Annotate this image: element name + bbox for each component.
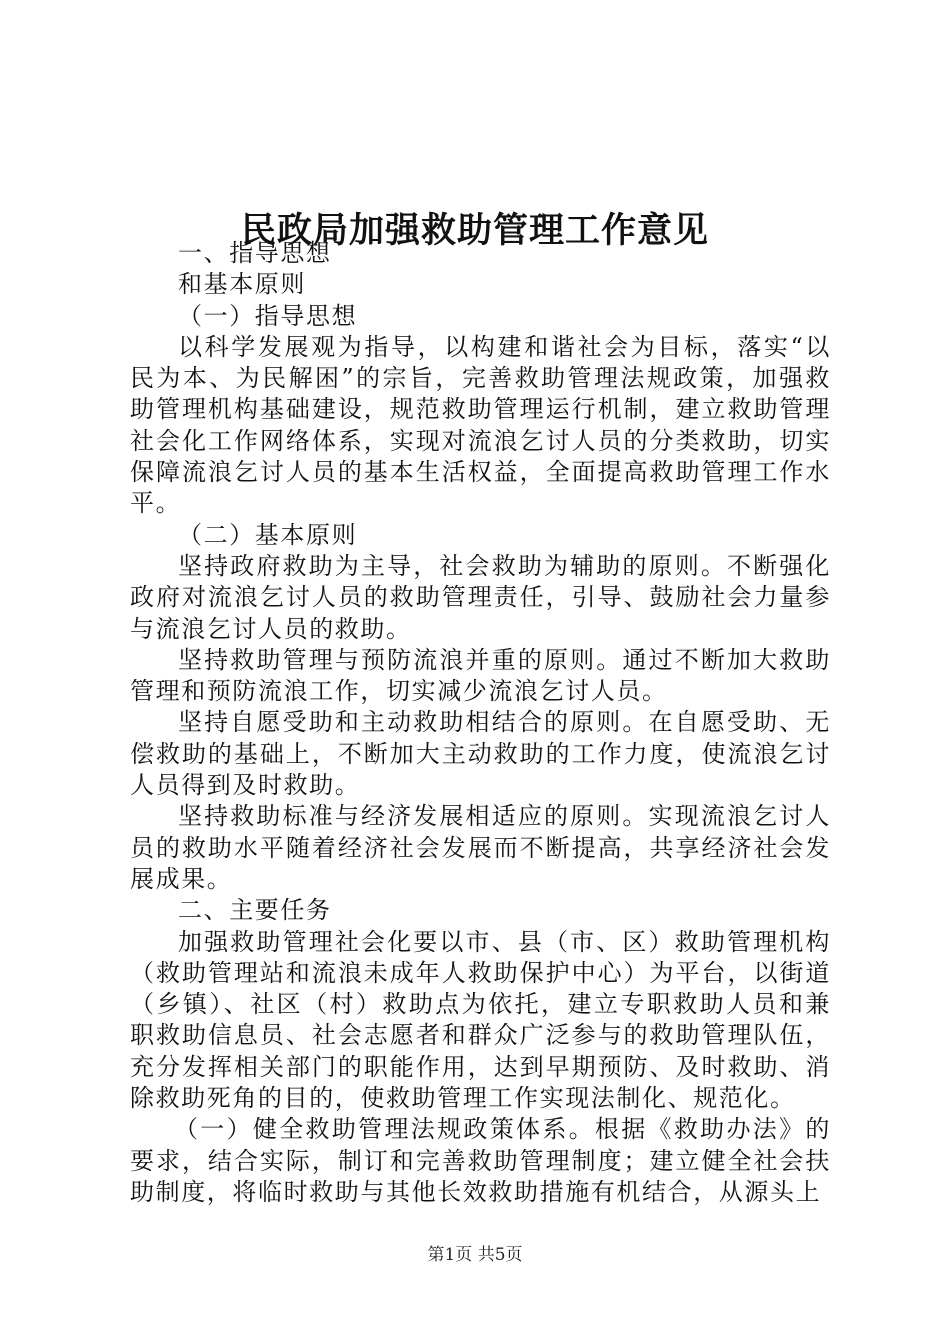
paragraph: 坚持政府救助为主导，社会救助为辅助的原则。不断强化政府对流浪乞讨人员的救助管理责任，引导、鼓励社会力量参与流浪乞讨人员的救助。 (130, 551, 831, 643)
paragraph: 加强救助管理社会化要以市、县（市、区）救助管理机构（救助管理站和流浪未成年人救助保护中心）为平台，以街道（乡镇）、社区（村）救助点为依托，建立专职救助人员和兼职救助信息员、社会志愿者和群众广泛参与的救助管理队伍，充分发挥相关部门的职能作用，达到早期预防、及时救助、消除救助死角的目的，使救助管理工作实现法制化、规范化。 (130, 927, 831, 1113)
paragraph: 坚持自愿受助和主动救助相结合的原则。在自愿受助、无偿救助的基础上，不断加大主动救助的工作力度，使流浪乞讨人员得到及时救助。 (130, 708, 831, 800)
subsection-heading: （一）指导思想 (178, 301, 358, 330)
section-heading: 二、主要任务 (178, 896, 332, 925)
page-number: 第1页 共5页 (427, 1245, 523, 1265)
subsection-heading: （二）基本原则 (178, 520, 358, 549)
paragraph: 坚持救助管理与预防流浪并重的原则。通过不断加大救助管理和预防流浪工作，切实减少流浪乞讨人员。 (130, 645, 831, 706)
document-body (130, 238, 831, 1208)
paragraph: 以科学发展观为指导，以构建和谐社会为目标，落实“以民为本、为民解困”的宗旨，完善救助管理法规政策，加强救助管理机构基础建设，规范救助管理运行机制，建立救助管理社会化工作网络体系，实现对流浪乞讨人员的分类救助，切实保障流浪乞讨人员的基本生活权益，全面提高救助管理工作水平。 (130, 332, 831, 518)
paragraph: （一）健全救助管理法规政策体系。根据《救助办法》的要求，结合实际，制订和完善救助管理制度；建立健全社会扶助制度，将临时救助与其他长效救助措施有机结合，从源头上 (130, 1115, 831, 1206)
section-heading: 一、指导思想 (178, 239, 332, 267)
section-heading-continued: 和基本原则 (178, 270, 306, 299)
document-title: 民政局加强救助管理工作意见 (240, 210, 709, 252)
paragraph: 坚持救助标准与经济发展相适应的原则。实现流浪乞讨人员的救助水平随着经济社会发展而不断提高，共享经济社会发展成果。 (130, 802, 831, 893)
